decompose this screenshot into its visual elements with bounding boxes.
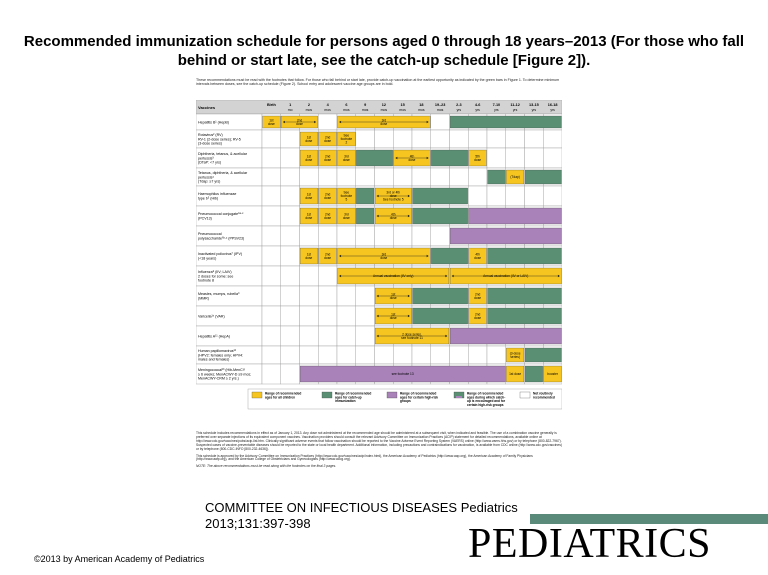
bar-label: dose <box>305 195 313 200</box>
bar-label: 1st <box>306 252 312 257</box>
schedule-cell <box>375 346 394 364</box>
legend-swatch-high-risk-strip <box>456 396 462 398</box>
schedule-cell <box>431 168 450 186</box>
bar-label: 2nd <box>324 212 331 217</box>
schedule-cell <box>318 306 337 326</box>
schedule-cell <box>375 226 394 246</box>
bar-label: See <box>343 190 350 195</box>
bar-label: dose <box>342 157 350 162</box>
legend-swatch <box>387 392 397 398</box>
catch-up-bar <box>356 188 374 204</box>
age-column-unit: mos <box>361 108 369 112</box>
bar-label: 3rd <box>381 252 387 257</box>
catch-up-bar <box>525 170 561 184</box>
vaccine-label: (Tdap: ≥7 yrs) <box>198 179 221 184</box>
schedule-cell <box>281 186 300 206</box>
schedule-cell <box>300 306 319 326</box>
schedule-cell <box>337 306 356 326</box>
schedule-cell <box>281 168 300 186</box>
bar-label: 1st <box>306 192 312 197</box>
legend-swatch <box>520 392 530 398</box>
schedule-cell <box>431 114 450 130</box>
schedule-cell <box>487 346 506 364</box>
bar-label: 3rd <box>344 154 349 159</box>
age-column-header: 16-18 <box>547 103 558 107</box>
bar-label: booster <box>547 372 558 377</box>
schedule-cell <box>525 130 544 148</box>
bar-label: dose <box>324 255 332 260</box>
bar-label: 2nd <box>296 118 303 123</box>
catch-up-bar <box>525 348 561 362</box>
bar-label: dose <box>324 138 332 143</box>
age-column-unit: mos <box>343 108 350 112</box>
schedule-cell <box>487 186 506 206</box>
schedule-cell <box>468 130 487 148</box>
legend-swatch <box>252 392 262 398</box>
schedule-cell <box>393 346 412 364</box>
bar-label: 3rd or 4th <box>386 190 401 195</box>
bar-label: dose <box>408 157 416 162</box>
schedule-cell <box>487 148 506 168</box>
age-column-unit: yrs <box>456 108 462 112</box>
vaccine-label: Pneumococcal <box>198 232 222 237</box>
vaccine-label: Haemophilus influenzae <box>198 192 237 197</box>
bar-label: dose <box>324 195 332 200</box>
legend-label: Range of recommended <box>400 391 437 396</box>
catch-up-bar <box>413 188 468 204</box>
vaccine-label: (DTaP: <7 yrs) <box>198 160 222 165</box>
schedule-cell <box>412 226 431 246</box>
age-column-unit: mos <box>436 108 444 112</box>
schedule-cell <box>262 186 281 206</box>
age-column-header: 6 <box>345 103 348 107</box>
schedule-cell <box>318 326 337 346</box>
bar-label: 5 <box>345 197 348 202</box>
vaccine-label: Varicella¹⁰ (VAR) <box>198 314 225 319</box>
vaccine-label: MenACWY-CRM ≥ 2 yrs.) <box>198 376 239 381</box>
bar-label: dose <box>474 157 482 162</box>
schedule-cell <box>262 246 281 266</box>
bar-label: 4th <box>409 154 415 159</box>
schedule-cell <box>337 286 356 306</box>
bar-label: dose <box>324 215 332 220</box>
high-risk-bar <box>450 228 561 244</box>
bar-label: see footnote 11 <box>401 335 423 340</box>
legend-label: ages for certain high-risk <box>400 395 439 400</box>
vaccine-label: (<18 years) <box>198 256 217 261</box>
bar-label: 2nd <box>324 154 331 159</box>
catch-up-bar <box>413 288 468 304</box>
bar-label: 3rd <box>344 212 349 217</box>
catch-up-bar <box>356 208 374 224</box>
schedule-cell <box>412 346 431 364</box>
schedule-cell <box>487 130 506 148</box>
schedule-cell <box>281 346 300 364</box>
vaccine-label: pertussis⁴ <box>198 175 214 180</box>
age-column-unit: mo <box>287 108 293 112</box>
vaccine-label: Pneumococcal conjugate⁶ᵃ·ᶜ <box>198 212 244 217</box>
legend-label: ages for all children <box>265 395 296 400</box>
schedule-cell <box>506 130 525 148</box>
schedule-cell <box>543 148 562 168</box>
age-column-header: 15 <box>400 103 405 107</box>
schedule-cell <box>506 186 525 206</box>
vaccine-label: Tetanus, diphtheria, & acellular <box>198 171 248 176</box>
schedule-cell <box>281 364 300 384</box>
schedule-cell <box>337 326 356 346</box>
bar-label: 3rd <box>381 118 387 123</box>
vaccine-label: (PCV13) <box>198 216 212 221</box>
catch-up-bar <box>356 150 392 166</box>
schedule-cell <box>318 168 337 186</box>
high-risk-bar <box>450 328 561 344</box>
legend-swatch <box>322 392 332 398</box>
schedule-cell <box>318 286 337 306</box>
schedule-cell <box>431 346 450 364</box>
schedule-cell <box>450 346 469 364</box>
age-column-unit: yrs <box>475 108 480 112</box>
legend-label: ages during which catch- <box>467 395 506 400</box>
schedule-cell <box>543 186 562 206</box>
bar-label: 4th <box>391 212 396 217</box>
age-column-unit: mos <box>380 108 388 112</box>
age-column-header: 18 <box>419 103 424 107</box>
bar-label: series) <box>510 354 520 359</box>
schedule-cell <box>318 346 337 364</box>
schedule-cell <box>356 168 375 186</box>
bar-label: dose <box>474 315 482 320</box>
schedule-footnotes <box>196 432 562 472</box>
schedule-cell <box>356 130 375 148</box>
bar-label: Annual vaccination (IIV or LAIV) <box>483 274 529 279</box>
vaccine-label: males and females) <box>198 357 230 362</box>
schedule-cell <box>468 168 487 186</box>
schedule-cell <box>281 206 300 226</box>
bar-label: dose <box>389 194 397 199</box>
schedule-cell <box>300 286 319 306</box>
bar-label: 1st <box>306 154 312 159</box>
bar-label: 2nd <box>324 135 331 140</box>
bar-label: 1st dose <box>509 372 522 377</box>
schedule-cell <box>281 246 300 266</box>
schedule-cell <box>281 266 300 286</box>
catch-up-bar <box>488 248 562 264</box>
bar-label: 1st <box>391 312 396 317</box>
schedule-cell <box>262 286 281 306</box>
schedule-cell <box>300 168 319 186</box>
schedule-cell <box>262 130 281 148</box>
bar-label: See footnote 5 <box>382 197 404 202</box>
bar-label: dose <box>305 157 313 162</box>
vaccine-label: 2 doses for some: see <box>198 274 234 279</box>
schedule-cell <box>318 226 337 246</box>
immunization-schedule-figure <box>196 78 562 476</box>
bar-label: Annual vaccination (IIV only) <box>373 274 414 279</box>
schedule-cell <box>356 326 375 346</box>
age-column-header: 1 <box>289 103 292 107</box>
schedule-cell <box>356 226 375 246</box>
schedule-cell <box>300 346 319 364</box>
age-column-header: 13-15 <box>529 103 539 107</box>
age-column-header: Birth <box>266 103 276 107</box>
schedule-cell <box>262 148 281 168</box>
bar-label: footnote <box>340 137 353 142</box>
bar-label: dose <box>380 121 388 126</box>
bar-label: 1st <box>306 212 312 217</box>
schedule-cell <box>262 364 281 384</box>
bar-label: 5th <box>475 154 480 159</box>
schedule-cell <box>281 326 300 346</box>
vaccines-header: Vaccines <box>198 105 216 110</box>
schedule-cell <box>375 130 394 148</box>
schedule-cell <box>262 168 281 186</box>
bar-label: 2 dose series, <box>402 332 422 337</box>
bar-label: dose <box>389 215 397 220</box>
vaccine-label: Inactivated poliovirus⁷ (IPV) <box>198 252 243 257</box>
schedule-cell <box>262 266 281 286</box>
schedule-cell <box>262 346 281 364</box>
vaccine-label: Human papillomavirus¹² <box>198 349 236 354</box>
schedule-cell <box>412 168 431 186</box>
bar-label: 2nd <box>324 252 331 257</box>
bar-label: see footnote 13 <box>391 372 414 377</box>
schedule-cell <box>525 148 544 168</box>
bar-label: 1st <box>269 118 274 123</box>
age-column-unit: yrs <box>531 108 537 112</box>
bar-label: dose <box>389 315 397 320</box>
schedule-cell <box>262 326 281 346</box>
age-column-header: 2 <box>307 103 310 107</box>
schedule-cell <box>262 306 281 326</box>
bar-label: dose <box>342 215 350 220</box>
catch-up-bar <box>431 248 467 264</box>
age-column-unit: yrs <box>512 108 518 112</box>
bar-label: dose <box>305 215 313 220</box>
vaccine-label: (MMR) <box>198 296 209 301</box>
schedule-cell <box>356 286 375 306</box>
catch-up-bar <box>450 116 561 128</box>
age-column-unit: mos <box>399 108 406 112</box>
schedule-cell <box>375 168 394 186</box>
legend-label: recommended <box>533 395 555 400</box>
bar-label: dose <box>474 295 482 300</box>
bar-label: dose <box>296 121 303 126</box>
age-column-header: 4-6 <box>474 103 481 107</box>
schedule-cell <box>468 346 487 364</box>
schedule-cell <box>356 306 375 326</box>
copyright-text: ©2013 by American Academy of Pediatrics <box>34 554 205 564</box>
schedule-cell <box>281 148 300 168</box>
catch-up-bar <box>525 366 543 382</box>
vaccine-label: (3-dose series) <box>198 141 222 146</box>
vaccine-label: Influenza⁸ (IIV; LAIV) <box>198 270 232 275</box>
vaccine-label: polysaccharide⁶ᵇ·ᶜ (PPSV23) <box>198 236 245 241</box>
bar-label: dose <box>324 157 332 162</box>
schedule-cell <box>262 226 281 246</box>
vaccine-label: pertussis³ <box>198 156 214 161</box>
schedule-cell <box>281 226 300 246</box>
schedule-cell <box>262 206 281 226</box>
catch-up-bar <box>488 170 506 184</box>
legend-label: Range of recommended <box>467 391 504 396</box>
schedule-cell <box>318 266 337 286</box>
bar-label: dose <box>305 138 313 143</box>
legend-label: certain high-risk groups <box>467 402 504 407</box>
schedule-cell <box>431 130 450 148</box>
bar-label: dose <box>474 255 482 260</box>
schedule-cell <box>337 226 356 246</box>
catch-up-bar <box>431 150 467 166</box>
catch-up-bar <box>488 308 562 324</box>
vaccine-label: Rotavirus² (RV) <box>198 133 223 138</box>
schedule-cell <box>281 286 300 306</box>
bar-label: 1st <box>306 135 312 140</box>
age-column-header: 11-12 <box>510 103 520 107</box>
legend-label: Range of recommended <box>335 391 372 396</box>
schedule-cell <box>412 130 431 148</box>
schedule-cell <box>281 306 300 326</box>
schedule-cell <box>468 186 487 206</box>
legend-label: ages for catch-up <box>335 395 362 400</box>
schedule-header-band <box>196 100 562 114</box>
schedule-cell <box>431 226 450 246</box>
footnote-paragraph: This schedule is approved by the Advisory Committee on Immunization Practices (http://www.cdc.gov/vaccines/acip/index.html), the American Academy of Pediatrics (http://www.aap.org), the American Academy of Family Physicians (http://www.aafp.org), and the American College of Obstetricians and Gynecologists (http://www.acog.org). <box>196 453 533 462</box>
slide-title: Recommended immunization schedule for persons aged 0 through 18 years–2013 (For those who fall behind or start late, see the catch-up schedule [Figure 2]). <box>23 33 745 69</box>
citation-line-1: COMMITTEE ON INFECTIOUS DISEASES Pediatrics <box>205 500 518 515</box>
vaccine-label: (HPV2: females only; HPV4: <box>198 353 244 358</box>
schedule-cell <box>393 226 412 246</box>
catch-up-bar <box>488 288 562 304</box>
footnote-paragraph: This schedule includes recommendations in effect as of January 1, 2013. Any dose not administered at the recommended age should be administered at a subsequent visit, when indicated and feasible. The use of a combination vaccine generally is preferred over separate injections of its equivalent component vaccines. Vaccination providers should consult the relevant Advisory Committee on Immunization Practices (ACIP) statement for detailed recommendations, available online at http://www.cdc.gov/vaccines/pubs/acip-list.htm. Clinically significant adverse events that follow vaccination should be reported to the Vaccine Adverse Event Reporting System (VAERS) online (http://www.vaers.hhs.gov) or by telephone (800-822-7967). Suspected cases of vaccine-preventable diseases should be reported to the state or local health department. Additional information, including precautions and contraindications for vaccination, is available from CDC online (http://www.cdc.gov/vaccines) or by telephone (800-CDC-INFO [800-232-4636]). <box>196 431 562 451</box>
catch-up-bar <box>413 308 468 324</box>
vaccine-label: Hepatitis A¹¹ (HepA) <box>198 334 230 339</box>
age-column-header: 9 <box>364 103 367 107</box>
vaccine-label: Hepatitis B¹ (HepB) <box>198 120 229 125</box>
citation-line-2: 2013;131:397-398 <box>205 516 311 531</box>
footnote-paragraph: NOTE: The above recommendations must be read along with the footnotes on the final 3 pages. <box>196 464 337 469</box>
schedule-cell <box>300 326 319 346</box>
age-column-header: 2-3 <box>456 103 462 107</box>
bar-label: 2 <box>345 140 348 145</box>
bar-label: 2nd <box>474 292 481 297</box>
schedule-cell <box>281 130 300 148</box>
bar-label: 4th <box>475 252 480 257</box>
age-column-unit: yrs <box>494 108 499 112</box>
legend-label: Range of recommended <box>265 391 302 396</box>
schedule-cell <box>393 168 412 186</box>
age-column-header: 4 <box>326 103 329 107</box>
schedule-cell <box>337 346 356 364</box>
age-column-unit: mos <box>418 108 425 112</box>
bar-label: See <box>343 133 350 138</box>
pediatrics-logo: PEDIATRICS <box>468 521 712 567</box>
schedule-cell <box>300 266 319 286</box>
schedule-cell <box>450 130 469 148</box>
bar-label: 1st <box>391 292 396 297</box>
high-risk-bar <box>469 208 562 224</box>
vaccine-label: Measles, mumps, rubella⁹ <box>198 292 240 297</box>
schedule-cell <box>356 346 375 364</box>
bar-label: (3-dose <box>509 351 521 356</box>
legend-label: Not routinely <box>533 391 553 396</box>
bar-label: dose <box>380 255 388 260</box>
schedule-cell <box>506 148 525 168</box>
age-column-header: 7-10 <box>492 103 501 107</box>
schedule-cell <box>543 130 562 148</box>
schedule-cell <box>318 114 337 130</box>
legend-label: up is encouraged and for <box>467 399 506 404</box>
schedule-cell <box>300 226 319 246</box>
schedule-table <box>196 100 562 430</box>
schedule-cell <box>393 130 412 148</box>
catch-up-bar <box>413 208 468 224</box>
bar-label: 2nd <box>474 312 481 317</box>
schedule-cell <box>450 168 469 186</box>
bar-label: 2nd <box>324 192 331 197</box>
bar-label: (Tdap) <box>510 175 520 180</box>
age-column-unit: yrs <box>550 108 555 112</box>
legend-label: groups <box>400 399 411 404</box>
vaccine-label: ≥ 6 weeks; MenACWY-D ≥9 mos; <box>198 372 252 377</box>
schedule-cell <box>337 168 356 186</box>
vaccine-label: type b⁵ (Hib) <box>198 196 219 201</box>
vaccine-label: Meningococcal¹³ (Hib-MenCY <box>198 368 246 373</box>
age-column-unit: mos <box>324 108 331 112</box>
bar-label: footnote <box>340 194 353 199</box>
schedule-intro-text: These recommendations must be read with the footnotes that follow. For those who fall behind or start late, provide catch-up vaccination at the earliest opportunity as indicated by the green bars in Figure 1. To determine minimum intervals between doses, see the catch-up schedule (Figure 2). School entry and adolescent vaccine age groups are in bold. <box>196 78 560 87</box>
vaccine-label: RV-1 (2-dose series); RV-5 <box>198 137 241 142</box>
vaccine-label: footnote 8 <box>198 278 214 283</box>
age-column-header: 12 <box>381 103 386 107</box>
bar-label: dose <box>305 255 313 260</box>
bar-label: dose <box>389 295 397 300</box>
schedule-cell <box>525 186 544 206</box>
age-column-unit: mos <box>305 108 313 112</box>
age-column-header: 19–23 <box>434 103 446 107</box>
legend-label: immunization <box>335 399 356 404</box>
bar-label: dose <box>267 121 275 126</box>
vaccine-label: Diphtheria, tetanus, & acellular <box>198 152 247 157</box>
